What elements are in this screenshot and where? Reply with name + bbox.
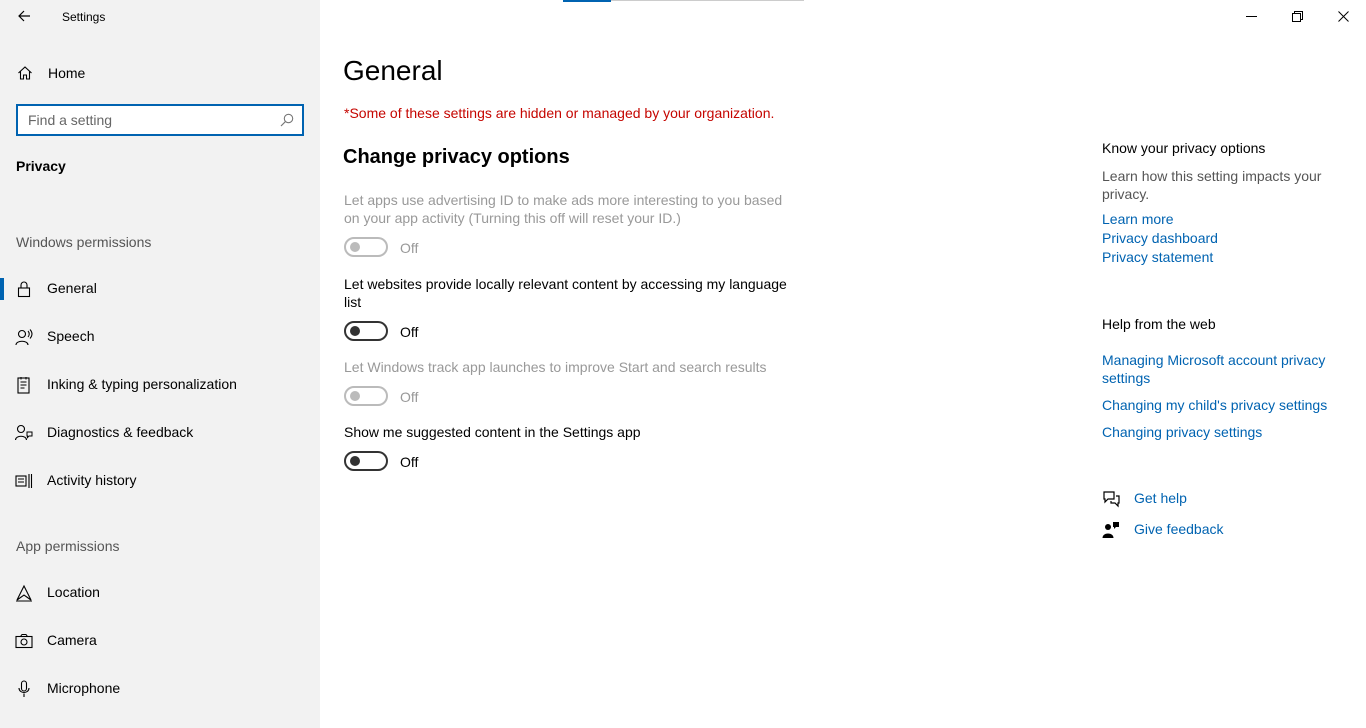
know-privacy-heading: Know your privacy options (1102, 140, 1266, 156)
changing-privacy-link[interactable]: Changing privacy settings (1102, 424, 1263, 440)
org-managed-notice: *Some of these settings are hidden or managed by your organization. (344, 105, 775, 121)
sidebar-item-label: Speech (47, 328, 95, 344)
know-privacy-text: Learn how this setting impacts your privacy. (1102, 168, 1322, 202)
sidebar-item-label: Diagnostics & feedback (47, 424, 194, 440)
sidebar-item-label: Microphone (47, 680, 121, 696)
restore-button[interactable] (1274, 0, 1320, 32)
language-list-toggle[interactable] (344, 321, 388, 341)
give-feedback-label: Give feedback (1134, 521, 1224, 537)
back-arrow-icon (17, 9, 31, 23)
sidebar-item-label: Activity history (47, 472, 137, 488)
privacy-dashboard-link[interactable]: Privacy dashboard (1102, 230, 1218, 246)
search-input[interactable] (18, 106, 268, 134)
close-button[interactable] (1320, 0, 1366, 32)
ms-account-privacy-link[interactable]: Managing Microsoft account privacy settings (1102, 352, 1326, 386)
toggle-knob (350, 456, 360, 466)
location-icon (15, 584, 33, 602)
app-launch-tracking-state: Off (400, 389, 419, 405)
app-launch-tracking-toggle (344, 386, 388, 406)
minimize-icon (1246, 11, 1257, 22)
app-title: Settings (62, 10, 106, 24)
inking-icon (15, 376, 33, 394)
sidebar-item-inking[interactable] (0, 364, 320, 404)
app-permissions-heading: App permissions (16, 538, 120, 554)
sidebar-item-label: General (47, 280, 97, 296)
give-feedback-icon (1102, 521, 1120, 539)
sidebar-item-general[interactable] (0, 268, 320, 308)
sidebar-item-speech[interactable] (0, 316, 320, 356)
minimize-button[interactable] (1228, 0, 1274, 32)
toggle-knob (350, 391, 360, 401)
restore-icon (1292, 11, 1303, 22)
suggested-content-state: Off (400, 454, 419, 470)
advertising-id-description: Let apps use advertising ID to make ads more interesting to you based on your app activity (Turning this off will reset your ID.) (344, 192, 783, 226)
search-icon[interactable] (280, 113, 294, 127)
learn-more-link[interactable]: Learn more (1102, 211, 1174, 227)
suggested-content-description: Show me suggested content in the Settings app (344, 424, 641, 440)
sidebar-item-camera[interactable] (0, 620, 320, 660)
sidebar-item-location[interactable] (0, 572, 320, 612)
lock-icon (15, 280, 33, 298)
search-box[interactable] (16, 104, 304, 136)
sidebar (0, 0, 320, 728)
page-title: General (343, 55, 443, 86)
language-list-state: Off (400, 324, 419, 340)
activity-history-icon (15, 472, 33, 490)
child-privacy-link[interactable]: Changing my child's privacy settings (1102, 397, 1328, 413)
sidebar-item-label: Location (47, 584, 100, 600)
app-launch-tracking-description: Let Windows track app launches to improve Start and search results (344, 359, 767, 375)
top-strip-accent (563, 0, 611, 2)
sidebar-item-label: Camera (47, 632, 97, 648)
camera-icon (15, 632, 33, 650)
microphone-icon (15, 680, 33, 698)
section-title: Privacy (16, 158, 66, 174)
home-label: Home (48, 65, 86, 81)
title-bar (0, 0, 320, 32)
advertising-id-toggle (344, 237, 388, 257)
toggle-knob (350, 242, 360, 252)
suggested-content-toggle[interactable] (344, 451, 388, 471)
sidebar-item-diagnostics[interactable] (0, 412, 320, 452)
toggle-knob (350, 326, 360, 336)
get-help-label: Get help (1134, 490, 1187, 506)
close-icon (1338, 11, 1349, 22)
back-button[interactable] (8, 2, 40, 30)
get-help-icon (1102, 490, 1120, 508)
windows-permissions-heading: Windows permissions (16, 234, 152, 250)
diagnostics-icon (15, 424, 33, 442)
home-nav-item[interactable] (0, 56, 320, 90)
speech-icon (15, 328, 33, 346)
sidebar-item-microphone[interactable] (0, 668, 320, 708)
advertising-id-state: Off (400, 240, 419, 256)
section-subtitle: Change privacy options (343, 146, 570, 168)
privacy-statement-link[interactable]: Privacy statement (1102, 249, 1214, 265)
help-from-web-heading: Help from the web (1102, 316, 1216, 332)
sidebar-item-activity-history[interactable] (0, 460, 320, 500)
home-icon (17, 65, 33, 81)
sidebar-item-label: Inking & typing personalization (47, 376, 237, 392)
language-list-description: Let websites provide locally relevant content by accessing my language list (344, 276, 787, 310)
